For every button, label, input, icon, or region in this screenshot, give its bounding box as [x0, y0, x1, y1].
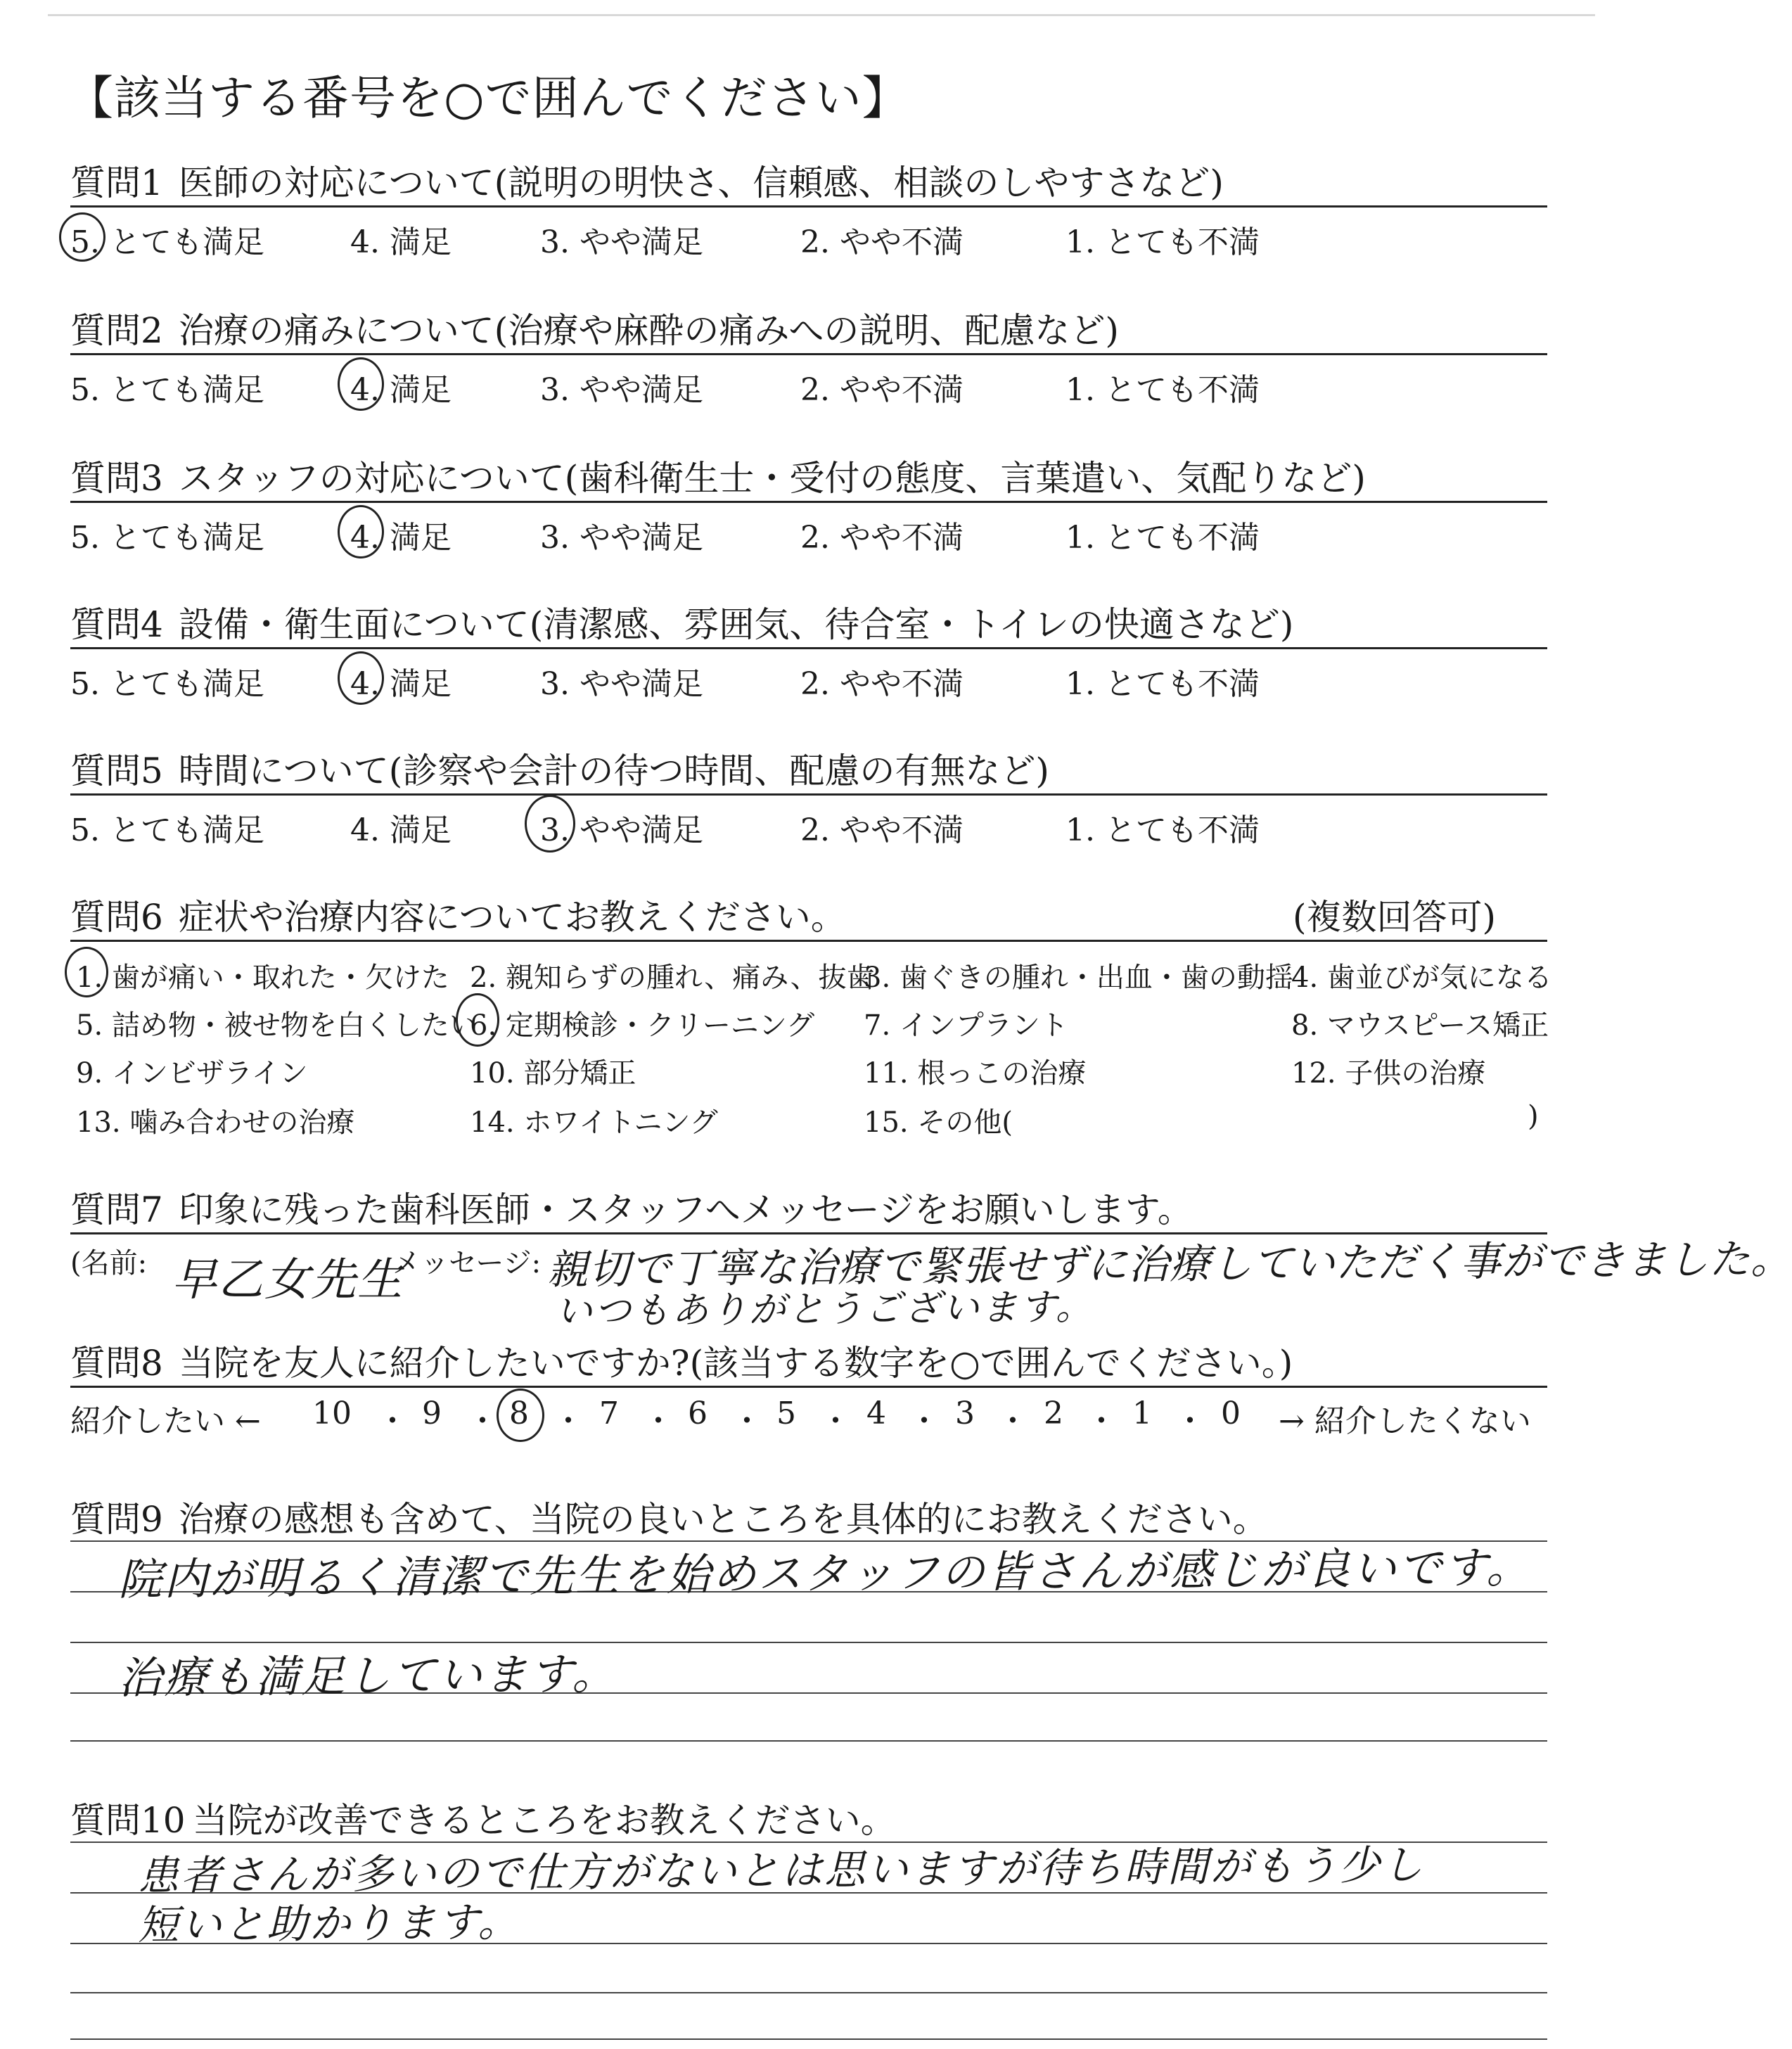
q6-option-10[interactable]: 10. 部分矯正	[470, 1057, 636, 1090]
q5-option-5[interactable]: 5. とても満足	[70, 812, 264, 848]
q6-option-3[interactable]: 3. 歯ぐきの腫れ・出血・歯の動揺	[864, 962, 1293, 994]
q8-scale-10[interactable]: 10	[312, 1396, 352, 1431]
q1-option-3[interactable]: 3. やや満足	[540, 224, 703, 260]
q8-scale-separator: ・	[553, 1403, 584, 1439]
q5-option-2[interactable]: 2. やや不満	[800, 812, 964, 848]
q8-left-label: 紹介したい ←	[70, 1403, 261, 1439]
question-9-text: 治療の感想も含めて、当院の良いところを具体的にお教えください。	[178, 1499, 1268, 1540]
q5-option-1[interactable]: 1. とても不満	[1065, 812, 1260, 848]
q6-option-2[interactable]: 2. 親知らずの腫れ、痛み、抜歯	[470, 962, 875, 994]
question-10-text: 当院が改善できるところをお教えください。	[192, 1800, 896, 1841]
question-3-number: 質問3	[70, 458, 163, 499]
question-6-rule	[70, 940, 1547, 942]
question-7-text: 印象に残った歯科医師・スタッフへメッセージをお願いします。	[178, 1189, 1193, 1230]
question-3-text: スタッフの対応について(歯科衛生士・受付の態度、言葉遣い、気配りなど)	[178, 458, 1366, 499]
question-7-heading	[70, 1182, 1193, 1232]
q8-scale-separator: ・	[377, 1403, 408, 1439]
question-5-text: 時間について(診察や会計の待つ時間、配慮の有無など)	[178, 751, 1049, 791]
q7-message-line-2[interactable]: いつもありがとうございます。	[555, 1286, 1095, 1333]
question-2-rule	[70, 353, 1547, 355]
q10-answer-text-2[interactable]: 短いと助かります。	[137, 1898, 521, 1949]
question-2-text: 治療の痛みについて(治療や麻酔の痛みへの説明、配慮など)	[178, 310, 1119, 351]
q2-option-5[interactable]: 5. とても満足	[70, 372, 264, 408]
q3-selection-circle	[338, 505, 384, 558]
q3-option-1[interactable]: 1. とても不満	[1065, 520, 1260, 556]
question-9-number: 質問9	[70, 1499, 163, 1540]
q6-option-9[interactable]: 9. インビザライン	[76, 1057, 308, 1090]
question-9-heading	[70, 1491, 1268, 1542]
question-1-text: 医師の対応について(説明の明快さ、信頼感、相談のしやすさなど)	[178, 162, 1224, 203]
question-4-text: 設備・衛生面について(清潔感、雰囲気、待合室・トイレの快適さなど)	[178, 604, 1294, 645]
q4-option-4[interactable]: 4. 満足	[350, 666, 452, 702]
question-4-number: 質問4	[70, 604, 163, 645]
q1-selection-circle	[59, 212, 105, 262]
q2-selection-circle	[338, 357, 384, 411]
q1-option-2[interactable]: 2. やや不満	[800, 224, 964, 260]
q3-option-3[interactable]: 3. やや満足	[540, 520, 703, 556]
q8-scale-0[interactable]: 0	[1221, 1396, 1241, 1431]
question-8-heading	[70, 1335, 1293, 1386]
question-2-number: 質問2	[70, 310, 163, 351]
q8-scale-separator: ・	[731, 1403, 762, 1439]
q7-name-label: (名前:	[70, 1247, 148, 1279]
q4-selection-circle	[338, 651, 384, 705]
question-6-note: (複数回答可)	[1293, 897, 1497, 938]
question-8-number: 質問8	[70, 1343, 163, 1384]
q4-option-3[interactable]: 3. やや満足	[540, 666, 703, 702]
question-6-number: 質問6	[70, 897, 163, 938]
q8-scale-5[interactable]: 5	[776, 1396, 796, 1431]
question-8-text: 当院を友人に紹介したいですか?(該当する数字を○で囲んでください。)	[178, 1343, 1293, 1384]
question-5-heading	[70, 743, 1049, 793]
q8-scale-1[interactable]: 1	[1132, 1396, 1152, 1431]
q8-scale-separator: ・	[467, 1403, 498, 1439]
question-7-number: 質問7	[70, 1189, 163, 1230]
q2-option-3[interactable]: 3. やや満足	[540, 372, 703, 408]
question-4-heading	[70, 596, 1293, 647]
q6-option-14[interactable]: 14. ホワイトニング	[470, 1106, 718, 1139]
question-6-text: 症状や治療内容についてお教えください。	[178, 897, 846, 938]
q4-option-5[interactable]: 5. とても満足	[70, 666, 264, 702]
q1-option-5[interactable]: 5. とても満足	[70, 224, 264, 260]
q6-option-12[interactable]: 12. 子供の治療	[1291, 1057, 1486, 1090]
q6-option-4[interactable]: 4. 歯並びが気になる	[1291, 962, 1552, 994]
question-10-number: 質問10	[70, 1800, 186, 1841]
q1-option-4[interactable]: 4. 満足	[350, 224, 452, 260]
question-3-heading	[70, 450, 1366, 501]
question-8-rule	[70, 1386, 1547, 1388]
page-title: 【該当する番号を○で囲んでください】	[67, 71, 909, 125]
question-5-rule	[70, 793, 1547, 796]
q6-selection-circle-6	[456, 993, 499, 1047]
q6-selection-circle-1	[65, 947, 108, 997]
q9-answer-text-1[interactable]: 院内が明るく清潔で先生を始めスタッフの皆さんが感じが良いです。	[117, 1541, 1532, 1605]
q7-name-value[interactable]: 早乙女先生	[172, 1254, 404, 1306]
q2-option-4[interactable]: 4. 満足	[350, 372, 452, 408]
q8-scale-2[interactable]: 2	[1044, 1396, 1063, 1431]
q10-answer-text-1[interactable]: 患者さんが多いので仕方がないとは思いますが待ち時間がもう少し	[137, 1841, 1426, 1900]
question-10-heading	[70, 1792, 896, 1843]
q5-option-4[interactable]: 4. 満足	[350, 812, 452, 848]
q7-message-line-1[interactable]: 親切で丁寧な治療で緊張せずに治療していただく事ができました。	[546, 1234, 1792, 1294]
question-1-heading	[70, 155, 1224, 205]
q5-option-3[interactable]: 3. やや満足	[540, 812, 703, 848]
q7-message-label: メッセージ:	[392, 1247, 542, 1279]
q8-scale-7[interactable]: 7	[599, 1396, 619, 1431]
q8-scale-separator: ・	[1086, 1403, 1117, 1439]
q8-selection-circle	[497, 1389, 544, 1442]
question-2-heading	[70, 302, 1119, 353]
q3-option-5[interactable]: 5. とても満足	[70, 520, 264, 556]
q8-scale-6[interactable]: 6	[688, 1396, 708, 1431]
q8-scale-separator: ・	[909, 1403, 940, 1439]
q2-option-2[interactable]: 2. やや不満	[800, 372, 964, 408]
question-6-heading	[70, 889, 846, 940]
q9-answer-line-5	[70, 1740, 1547, 1742]
q8-scale-9[interactable]: 9	[422, 1396, 442, 1431]
q4-option-2[interactable]: 2. やや不満	[800, 666, 964, 702]
q8-right-label: → 紹介したくない	[1279, 1403, 1531, 1439]
q4-option-1[interactable]: 1. とても不満	[1065, 666, 1260, 702]
q9-answer-text-2[interactable]: 治療も満足しています。	[117, 1647, 618, 1704]
top-divider	[48, 14, 1595, 16]
q6-option-15[interactable]: 15. その他(	[864, 1106, 1013, 1139]
q3-option-2[interactable]: 2. やや不満	[800, 520, 964, 556]
q6-option-13[interactable]: 13. 噛み合わせの治療	[76, 1106, 355, 1139]
q8-scale-separator: ・	[820, 1403, 851, 1439]
q8-scale-3[interactable]: 3	[955, 1396, 975, 1431]
q6-option-11[interactable]: 11. 根っこの治療	[864, 1057, 1087, 1090]
q6-option-15-close-paren: )	[1528, 1100, 1539, 1132]
q8-scale-8[interactable]: 8	[509, 1396, 529, 1431]
q6-option-8[interactable]: 8. マウスピース矯正	[1291, 1009, 1549, 1042]
q6-option-1[interactable]: 1. 歯が痛い・取れた・欠けた	[76, 962, 449, 994]
q6-option-6[interactable]: 6. 定期検診・クリーニング	[470, 1009, 815, 1042]
q8-scale-separator: ・	[997, 1403, 1028, 1439]
q6-option-7[interactable]: 7. インプラント	[864, 1009, 1068, 1042]
q3-option-4[interactable]: 4. 満足	[350, 520, 452, 556]
q2-option-1[interactable]: 1. とても不満	[1065, 372, 1260, 408]
question-3-rule	[70, 501, 1547, 503]
q6-option-5[interactable]: 5. 詰め物・被せ物を白くしたい	[76, 1009, 478, 1042]
question-1-number: 質問1	[70, 162, 163, 203]
question-4-rule	[70, 647, 1547, 649]
question-1-rule	[70, 205, 1547, 208]
q10-answer-line-5	[70, 2038, 1547, 2040]
q10-answer-line-4	[70, 1992, 1547, 1993]
q8-scale-4[interactable]: 4	[866, 1396, 886, 1431]
q8-scale-separator: ・	[1175, 1403, 1205, 1439]
q1-option-1[interactable]: 1. とても不満	[1065, 224, 1260, 260]
question-5-number: 質問5	[70, 751, 163, 791]
q8-scale-separator: ・	[643, 1403, 674, 1439]
q5-selection-circle	[525, 795, 575, 853]
